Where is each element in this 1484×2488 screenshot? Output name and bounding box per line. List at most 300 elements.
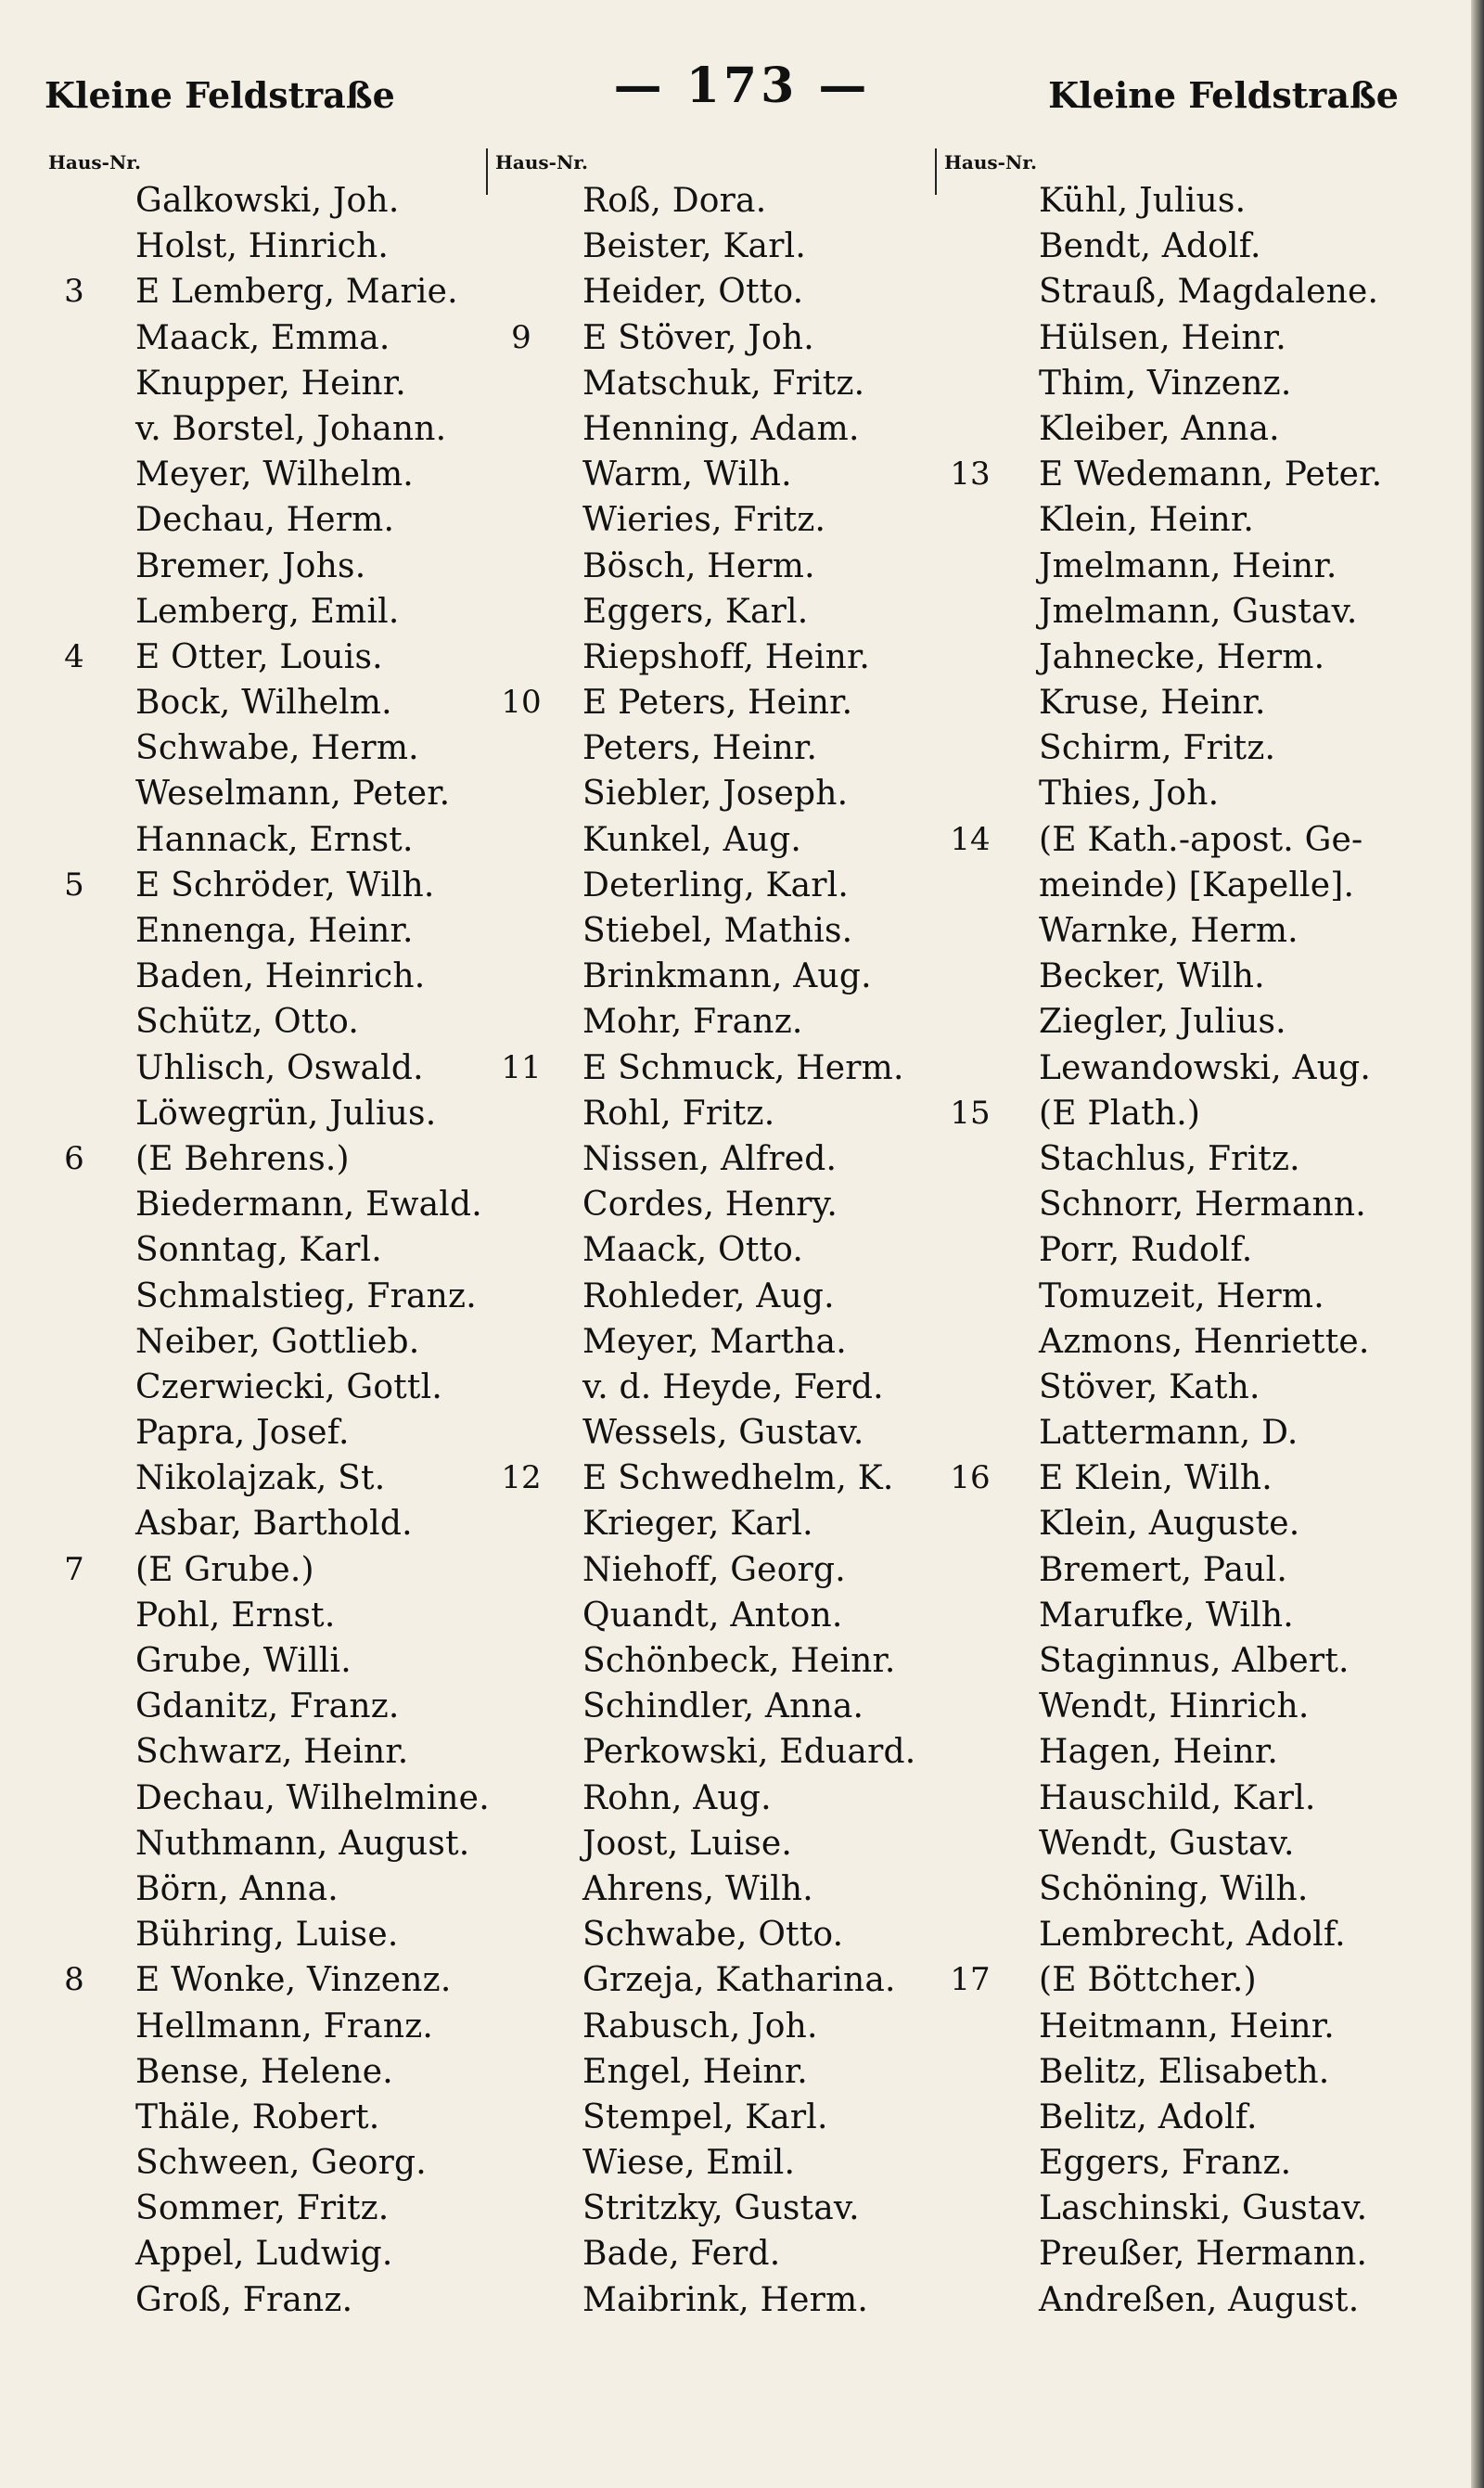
directory-entry [942, 1136, 1425, 1182]
resident-name: E Wedemann, Peter. [1039, 455, 1383, 494]
resident-name: Lewandowski, Aug. [1039, 1048, 1371, 1087]
directory-entry [942, 635, 1425, 680]
resident-name: E Otter, Louis. [135, 637, 383, 676]
resident-name: Peters, Heinr. [582, 729, 818, 768]
resident-name: Niehoff, Georg. [582, 1550, 846, 1589]
directory-entry [46, 954, 490, 999]
directory-entry [493, 1501, 940, 1546]
resident-name: Grube, Willi. [135, 1642, 352, 1680]
house-number: 8 [64, 1961, 84, 1999]
directory-entry [493, 725, 940, 771]
resident-name: Jmelmann, Heinr. [1039, 546, 1337, 585]
resident-name: Bense, Helene. [135, 2052, 393, 2091]
directory-entry [493, 315, 940, 361]
directory-entry [493, 2004, 940, 2049]
directory-entry [493, 635, 940, 680]
directory-entry [46, 1912, 490, 1957]
directory-entry [493, 2140, 940, 2186]
house-number: 7 [64, 1550, 84, 1588]
directory-entry [46, 771, 490, 816]
resident-name: Bade, Ferd. [582, 2235, 781, 2274]
directory-entry [46, 635, 490, 680]
resident-name: E Stöver, Joh. [582, 318, 814, 357]
directory-entry [942, 2277, 1425, 2323]
resident-name: Laschinski, Gustav. [1039, 2189, 1368, 2228]
directory-entry [493, 1227, 940, 1273]
resident-name: Marufke, Wilh. [1039, 1596, 1294, 1635]
resident-name: Riepshoff, Heinr. [582, 637, 871, 676]
directory-entry [46, 269, 490, 314]
directory-entry [493, 178, 940, 224]
house-number: 11 [501, 1048, 542, 1086]
house-number: 5 [64, 866, 84, 904]
resident-name: Meyer, Wilhelm. [135, 455, 414, 494]
directory-entry [493, 1776, 940, 1821]
directory-entry [942, 2004, 1425, 2049]
directory-entry [46, 497, 490, 543]
resident-name: Schwabe, Herm. [135, 729, 419, 768]
directory-entry [46, 725, 490, 771]
directory-entry [942, 1866, 1425, 1912]
directory-entry [493, 1866, 940, 1912]
resident-name: Joost, Luise. [582, 1824, 793, 1863]
resident-name: Galkowski, Joh. [135, 182, 400, 220]
resident-name: Cordes, Henry. [582, 1186, 838, 1225]
resident-name: Baden, Heinrich. [135, 957, 426, 996]
resident-name: Bremer, Johs. [135, 546, 366, 585]
directory-entry [942, 725, 1425, 771]
resident-name: Schönbeck, Heinr. [582, 1642, 896, 1680]
directory-entry [942, 1091, 1425, 1136]
directory-entry [46, 1365, 490, 1410]
resident-name: Andreßen, August. [1039, 2280, 1360, 2319]
resident-name: Mohr, Franz. [582, 1003, 803, 1042]
resident-name: Klein, Auguste. [1039, 1505, 1300, 1544]
directory-entry [493, 2231, 940, 2276]
directory-entry [46, 315, 490, 361]
directory-entry [46, 1776, 490, 1821]
directory-column-3 [942, 147, 1425, 2323]
resident-name: Schwabe, Otto. [582, 1916, 844, 1955]
directory-entry [46, 1684, 490, 1729]
directory-entry [46, 1821, 490, 1866]
resident-name: Schindler, Anna. [582, 1687, 864, 1726]
resident-name: Schween, Georg. [135, 2144, 427, 2183]
directory-entry [493, 497, 940, 543]
resident-name: E Schmuck, Herm. [582, 1048, 904, 1087]
resident-name: Becker, Wilh. [1039, 957, 1265, 996]
resident-name: Thies, Joh. [1039, 775, 1220, 814]
directory-entry [942, 1776, 1425, 1821]
directory-entry [46, 589, 490, 635]
directory-entry [942, 680, 1425, 725]
directory-entry [46, 1456, 490, 1501]
house-number: 14 [950, 820, 991, 858]
resident-name: Lattermann, D. [1039, 1414, 1298, 1453]
resident-name: Dechau, Herm. [135, 501, 395, 540]
resident-name: Schöning, Wilh. [1039, 1869, 1309, 1908]
resident-name: Heitmann, Heinr. [1039, 2007, 1335, 2046]
directory-entry [942, 863, 1425, 908]
resident-name: Bösch, Herm. [582, 546, 815, 585]
resident-name: Belitz, Adolf. [1039, 2097, 1258, 2136]
resident-name: Papra, Josef. [135, 1414, 350, 1453]
directory-column-2 [493, 147, 940, 2323]
directory-entry [493, 771, 940, 816]
resident-name: Siebler, Joseph. [582, 775, 849, 814]
directory-entry [942, 1045, 1425, 1091]
directory-entry [46, 1136, 490, 1182]
directory-entry [493, 361, 940, 406]
directory-entry [46, 2231, 490, 2276]
directory-entry [942, 2140, 1425, 2186]
resident-name: Bühring, Luise. [135, 1916, 399, 1955]
directory-entry [493, 544, 940, 589]
house-number-label: Haus-Nr. [495, 151, 588, 173]
directory-entry [942, 1182, 1425, 1227]
page-number: — 173 — [613, 58, 871, 114]
resident-name: Deterling, Karl. [582, 866, 850, 904]
resident-name: Beister, Karl. [582, 227, 806, 266]
resident-name: Warnke, Herm. [1039, 912, 1298, 950]
directory-entry [46, 1866, 490, 1912]
resident-name: Neiber, Gottlieb. [135, 1322, 420, 1361]
resident-name: Jahnecke, Herm. [1039, 637, 1325, 676]
resident-name: Holst, Hinrich. [135, 227, 390, 266]
resident-name: Maack, Otto. [582, 1231, 803, 1270]
directory-entry [46, 999, 490, 1045]
resident-name: Schütz, Otto. [135, 1003, 360, 1042]
resident-name: E Klein, Wilh. [1039, 1459, 1273, 1498]
directory-entry [46, 361, 490, 406]
resident-name: Rabusch, Joh. [582, 2007, 818, 2046]
resident-name: (E Grube.) [135, 1550, 314, 1589]
house-number: 6 [64, 1139, 84, 1177]
directory-entry [46, 1957, 490, 2003]
resident-name: Nuthmann, August. [135, 1824, 470, 1863]
directory-entry [942, 589, 1425, 635]
resident-name: Staginnus, Albert. [1039, 1642, 1350, 1680]
directory-entry [942, 1729, 1425, 1775]
directory-entry [942, 1456, 1425, 1501]
directory-entry [46, 1045, 490, 1091]
resident-name: E Schröder, Wilh. [135, 866, 435, 904]
resident-name: Eggers, Franz. [1039, 2144, 1292, 2183]
house-number: 16 [950, 1459, 991, 1497]
directory-entry [493, 863, 940, 908]
directory-entry [942, 1593, 1425, 1638]
resident-name: Thim, Vinzenz. [1039, 364, 1292, 403]
directory-entry [46, 1547, 490, 1593]
directory-entry [493, 680, 940, 725]
resident-name: Löwegrün, Julius. [135, 1094, 437, 1133]
resident-name: Preußer, Hermann. [1039, 2235, 1368, 2274]
directory-entry [942, 817, 1425, 863]
resident-name: Rohl, Fritz. [582, 1094, 775, 1133]
resident-name: Jmelmann, Gustav. [1039, 592, 1358, 631]
directory-entry [493, 1456, 940, 1501]
resident-name: Strauß, Magdalene. [1039, 273, 1379, 312]
resident-name: Warm, Wilh. [582, 455, 792, 494]
resident-name: Nissen, Alfred. [582, 1139, 838, 1178]
directory-entry [46, 2186, 490, 2231]
directory-entry [493, 1638, 940, 1684]
directory-entry [46, 1593, 490, 1638]
resident-name: meinde) [Kapelle]. [1039, 866, 1355, 904]
resident-name: Ziegler, Julius. [1039, 1003, 1286, 1042]
house-number: 13 [950, 455, 991, 494]
house-number: 3 [64, 273, 84, 311]
directory-entry [493, 452, 940, 497]
running-head-right: Kleine Feldstraße [1048, 74, 1399, 116]
resident-name: Ahrens, Wilh. [582, 1869, 813, 1908]
directory-entry [493, 1593, 940, 1638]
resident-name: Groß, Franz. [135, 2280, 353, 2319]
resident-name: Stiebel, Mathis. [582, 912, 853, 950]
resident-name: E Schwedhelm, K. [582, 1459, 894, 1498]
resident-name: Belitz, Elisabeth. [1039, 2052, 1330, 2091]
directory-entry [942, 452, 1425, 497]
directory-entry [493, 1821, 940, 1866]
resident-name: Gdanitz, Franz. [135, 1687, 400, 1726]
directory-entry [942, 2231, 1425, 2276]
resident-name: Bremert, Paul. [1039, 1550, 1287, 1589]
page-header [0, 58, 1484, 122]
resident-name: Wendt, Hinrich. [1039, 1687, 1310, 1726]
directory-entry [942, 999, 1425, 1045]
resident-name: Pohl, Ernst. [135, 1596, 336, 1635]
directory-entry [493, 406, 940, 452]
directory-entry [46, 1410, 490, 1456]
directory-entry [942, 406, 1425, 452]
directory-entry [493, 999, 940, 1045]
directory-entry [942, 2049, 1425, 2095]
resident-name: Wendt, Gustav. [1039, 1824, 1295, 1863]
resident-name: Wiese, Emil. [582, 2144, 796, 2183]
directory-entry [493, 908, 940, 954]
directory-entry [942, 771, 1425, 816]
resident-name: Sonntag, Karl. [135, 1231, 382, 1270]
resident-name: Stritzky, Gustav. [582, 2189, 860, 2228]
directory-entry [942, 1638, 1425, 1684]
resident-name: Brinkmann, Aug. [582, 957, 872, 996]
resident-name: Dechau, Wilhelmine. [135, 1778, 490, 1817]
entry-list [46, 178, 490, 2323]
directory-entry [46, 406, 490, 452]
resident-name: Nikolajzak, St. [135, 1459, 386, 1498]
directory-entry [493, 1136, 940, 1182]
directory-entry [46, 2140, 490, 2186]
directory-entry [46, 544, 490, 589]
directory-entry [942, 2095, 1425, 2140]
directory-entry [46, 1319, 490, 1365]
resident-name: Azmons, Henriette. [1039, 1322, 1370, 1361]
resident-name: Meyer, Martha. [582, 1322, 847, 1361]
directory-entry [46, 1182, 490, 1227]
directory-entry [942, 1547, 1425, 1593]
resident-name: Bendt, Adolf. [1039, 227, 1261, 266]
resident-name: E Lemberg, Marie. [135, 273, 458, 312]
directory-entry [493, 589, 940, 635]
directory-entry [942, 1684, 1425, 1729]
house-number: 15 [950, 1094, 991, 1132]
resident-name: Wieries, Fritz. [582, 501, 826, 540]
directory-entry [942, 1501, 1425, 1546]
resident-name: Kruse, Heinr. [1039, 684, 1266, 723]
resident-name: Lembrecht, Adolf. [1039, 1916, 1346, 1955]
resident-name: Kühl, Julius. [1039, 182, 1247, 220]
resident-name: Appel, Ludwig. [135, 2235, 393, 2274]
resident-name: Krieger, Karl. [582, 1505, 813, 1544]
directory-entry [493, 1091, 940, 1136]
resident-name: Hellmann, Franz. [135, 2007, 434, 2046]
directory-entry [493, 2049, 940, 2095]
directory-entry [493, 954, 940, 999]
resident-name: Schmalstieg, Franz. [135, 1276, 477, 1315]
resident-name: Knupper, Heinr. [135, 364, 406, 403]
directory-entry [493, 1729, 940, 1775]
directory-entry [942, 954, 1425, 999]
directory-entry [493, 224, 940, 269]
resident-name: E Wonke, Vinzenz. [135, 1961, 452, 2000]
resident-name: Ennenga, Heinr. [135, 912, 414, 950]
directory-entry [46, 1227, 490, 1273]
directory-entry [942, 1227, 1425, 1273]
entry-list [493, 178, 940, 2323]
resident-name: (E Plath.) [1039, 1094, 1201, 1133]
resident-name: Rohleder, Aug. [582, 1276, 835, 1315]
resident-name: Lemberg, Emil. [135, 592, 400, 631]
directory-entry [942, 178, 1425, 224]
directory-entry [493, 2095, 940, 2140]
directory-entry [493, 1912, 940, 1957]
resident-name: Kunkel, Aug. [582, 820, 802, 859]
directory-entry [46, 178, 490, 224]
house-number-label: Haus-Nr. [48, 151, 141, 173]
directory-entry [493, 1319, 940, 1365]
directory-entry [46, 1729, 490, 1775]
resident-name: Schnorr, Hermann. [1039, 1186, 1366, 1225]
resident-name: Stachlus, Fritz. [1039, 1139, 1300, 1178]
resident-name: Klein, Heinr. [1039, 501, 1254, 540]
resident-name: Roß, Dora. [582, 182, 767, 220]
directory-entry [942, 2186, 1425, 2231]
resident-name: Tomuzeit, Herm. [1039, 1276, 1324, 1315]
resident-name: Maack, Emma. [135, 318, 390, 357]
directory-entry [46, 224, 490, 269]
directory-entry [46, 1274, 490, 1319]
resident-name: Weselmann, Peter. [135, 775, 451, 814]
resident-name: Wessels, Gustav. [582, 1414, 864, 1453]
directory-entry [493, 1182, 940, 1227]
resident-name: Hauschild, Karl. [1039, 1778, 1316, 1817]
resident-name: (E Kath.-apost. Ge- [1039, 820, 1363, 859]
directory-entry [942, 497, 1425, 543]
resident-name: Stempel, Karl. [582, 2097, 828, 2136]
directory-entry [493, 1410, 940, 1456]
running-head-left: Kleine Feldstraße [45, 74, 395, 116]
directory-entry [46, 2095, 490, 2140]
directory-entry [46, 680, 490, 725]
directory-entry [493, 2186, 940, 2231]
directory-entry [942, 908, 1425, 954]
directory-entry [493, 1957, 940, 2003]
resident-name: Matschuk, Fritz. [582, 364, 865, 403]
directory-entry [942, 361, 1425, 406]
resident-name: Hagen, Heinr. [1039, 1733, 1278, 1772]
directory-entry [942, 1274, 1425, 1319]
directory-entry [493, 2277, 940, 2323]
resident-name: E Peters, Heinr. [582, 684, 853, 723]
directory-entry [493, 1684, 940, 1729]
directory-entry [942, 269, 1425, 314]
directory-entry [942, 224, 1425, 269]
resident-name: (E Böttcher.) [1039, 1961, 1257, 2000]
directory-entry [46, 1638, 490, 1684]
house-number: 9 [511, 318, 531, 356]
house-number: 12 [501, 1459, 542, 1497]
directory-entry [46, 817, 490, 863]
resident-name: Kleiber, Anna. [1039, 409, 1280, 448]
directory-entry [46, 2277, 490, 2323]
directory-entry [942, 1821, 1425, 1866]
resident-name: Maibrink, Herm. [582, 2280, 868, 2319]
resident-name: Thäle, Robert. [135, 2097, 380, 2136]
directory-entry [493, 1547, 940, 1593]
resident-name: (E Behrens.) [135, 1139, 350, 1178]
house-number: 10 [501, 684, 542, 722]
resident-name: Hülsen, Heinr. [1039, 318, 1286, 357]
directory-entry [46, 863, 490, 908]
directory-entry [493, 1365, 940, 1410]
directory-entry [46, 1501, 490, 1546]
directory-entry [942, 1365, 1425, 1410]
resident-name: Stöver, Kath. [1039, 1367, 1260, 1406]
directory-entry [46, 2049, 490, 2095]
entry-list [942, 178, 1425, 2323]
directory-entry [46, 2004, 490, 2049]
resident-name: Henning, Adam. [582, 409, 860, 448]
directory-entry [942, 544, 1425, 589]
directory-entry [493, 269, 940, 314]
directory-entry [942, 1912, 1425, 1957]
directory-entry [942, 1319, 1425, 1365]
resident-name: Eggers, Karl. [582, 592, 809, 631]
resident-name: Rohn, Aug. [582, 1778, 772, 1817]
directory-column-1 [46, 147, 490, 2323]
directory-entry [942, 1410, 1425, 1456]
directory-entry [942, 1957, 1425, 2003]
directory-entry [493, 1045, 940, 1091]
directory-entry [46, 908, 490, 954]
resident-name: Sommer, Fritz. [135, 2189, 390, 2228]
resident-name: Schirm, Fritz. [1039, 729, 1276, 768]
resident-name: Grzeja, Katharina. [582, 1961, 896, 2000]
resident-name: Hannack, Ernst. [135, 820, 414, 859]
directory-entry [493, 1274, 940, 1319]
resident-name: v. Borstel, Johann. [135, 409, 447, 448]
resident-name: Perkowski, Eduard. [582, 1733, 916, 1772]
resident-name: Biedermann, Ewald. [135, 1186, 482, 1225]
resident-name: Heider, Otto. [582, 273, 804, 312]
resident-name: Uhlisch, Oswald. [135, 1048, 424, 1087]
house-number: 17 [950, 1961, 991, 1999]
resident-name: Börn, Anna. [135, 1869, 339, 1908]
directory-entry [493, 817, 940, 863]
house-number: 4 [64, 637, 84, 675]
resident-name: Engel, Heinr. [582, 2052, 808, 2091]
directory-entry [46, 1091, 490, 1136]
